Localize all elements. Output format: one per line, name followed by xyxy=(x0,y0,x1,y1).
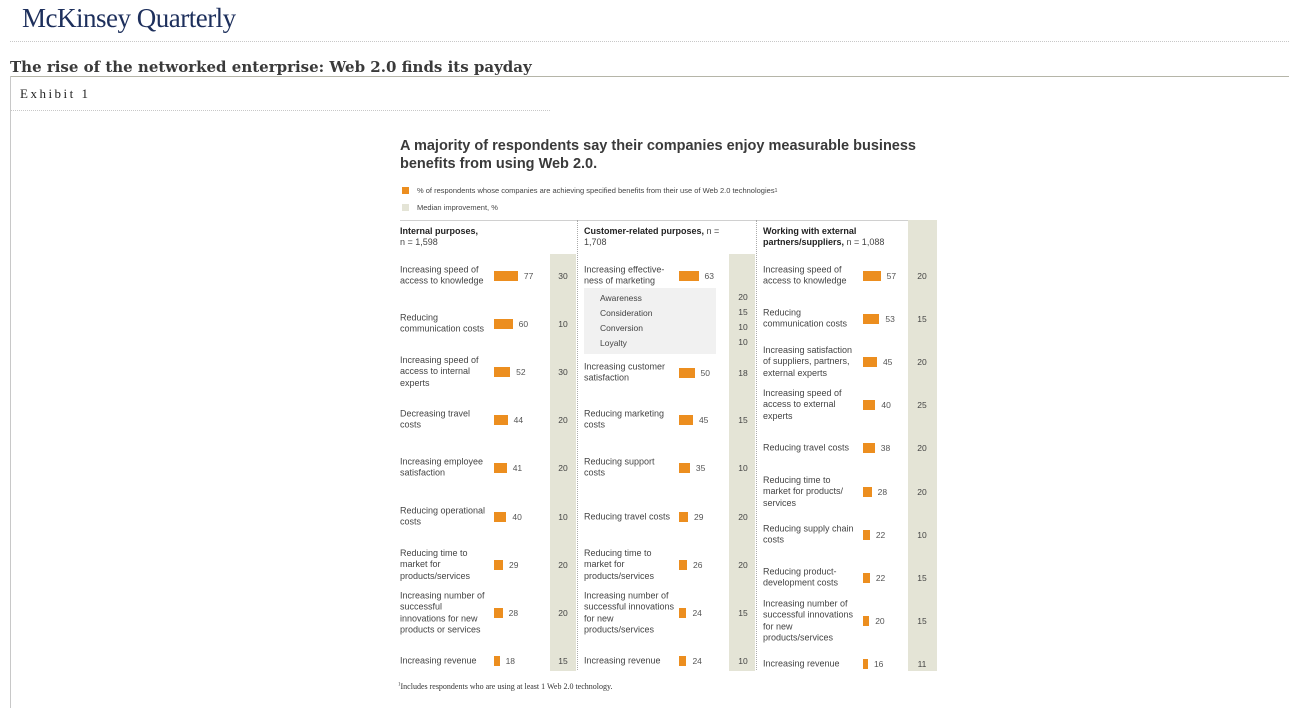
panel-title-customer: Customer-related purposes, xyxy=(584,226,705,236)
value-bar xyxy=(679,415,693,425)
value-label: 29 xyxy=(508,560,519,570)
value-label: 38 xyxy=(880,443,891,453)
value-bar xyxy=(494,415,508,425)
value-label: 52 xyxy=(516,367,526,377)
value-bar xyxy=(863,443,875,453)
row-label: Reducing supply chain costs xyxy=(763,523,854,545)
site-logo[interactable]: McKinsey Quarterly xyxy=(22,3,236,33)
median-label: 15 xyxy=(917,616,927,626)
median-label: 15 xyxy=(738,415,748,425)
legend-swatch-median xyxy=(402,204,409,211)
value-bar xyxy=(863,314,879,324)
chart-title: A majority of respondents say their companies enjoy measurable business benefits from using Web 2.0. xyxy=(400,138,916,172)
value-label: 40 xyxy=(512,512,522,522)
value-bar xyxy=(494,608,503,618)
median-label: 20 xyxy=(558,415,568,425)
row-label: Increasing number of successful innovations for new products/services xyxy=(763,598,854,643)
value-bar xyxy=(494,656,500,666)
row-label: Reducing product-development costs xyxy=(763,566,839,588)
value-bar xyxy=(494,463,507,473)
row-label: Reducing communication costs xyxy=(400,312,485,334)
median-label: 15 xyxy=(917,314,927,324)
legend-item-percent xyxy=(402,186,777,195)
value-bar xyxy=(863,659,868,669)
row-label: Increasing speed of access to internal experts xyxy=(400,355,479,388)
median-label: 20 xyxy=(917,357,927,367)
row-label: Increasing number of successful innovations for new products/services xyxy=(584,590,675,635)
value-label: 50 xyxy=(700,368,710,378)
value-bar xyxy=(679,656,686,666)
chart-footnote xyxy=(398,682,612,691)
row-label: Increasing speed of access to external experts xyxy=(763,388,842,421)
median-label: 11 xyxy=(917,659,927,669)
row-label: Reducing operational costs xyxy=(400,505,486,527)
value-label: 45 xyxy=(882,357,893,367)
row-label: Reducing travel costs xyxy=(763,442,850,453)
panels-top-rule xyxy=(400,220,937,221)
value-bar xyxy=(863,271,881,281)
value-label: 53 xyxy=(885,314,895,324)
marketing-breakdown-median: 15 xyxy=(738,307,748,317)
value-bar xyxy=(863,530,870,540)
median-label: 10 xyxy=(558,319,568,329)
value-label: 28 xyxy=(877,487,888,497)
marketing-breakdown-median: 20 xyxy=(738,292,748,302)
panel-divider-2 xyxy=(756,220,757,670)
exhibit-divider xyxy=(10,110,550,111)
row-label: Increasing satisfaction of suppliers, partners, external experts xyxy=(763,345,853,378)
value-bar xyxy=(679,463,690,473)
legend-label-median: Median improvement, % xyxy=(417,203,498,212)
header-divider xyxy=(10,41,1289,42)
row-label: Reducing time to market for products/ services xyxy=(763,475,844,508)
median-label: 18 xyxy=(738,368,748,378)
legend-swatch-percent xyxy=(402,187,409,194)
value-label: 16 xyxy=(873,659,884,669)
value-bar xyxy=(494,560,503,570)
value-label: 63 xyxy=(704,271,714,281)
value-label: 40 xyxy=(881,400,891,410)
value-label: 77 xyxy=(523,271,534,281)
median-label: 20 xyxy=(738,512,748,522)
panel-divider-1 xyxy=(577,220,578,670)
row-label: Increasing revenue xyxy=(400,655,477,666)
median-label: 15 xyxy=(917,573,927,583)
value-bar xyxy=(863,616,869,626)
row-label: Decreasing travel costs xyxy=(400,408,471,430)
value-label: 18 xyxy=(505,656,516,666)
median-label: 30 xyxy=(558,271,568,281)
row-label: Reducing time to market for products/services xyxy=(400,548,471,581)
median-label: 20 xyxy=(917,443,927,453)
row-label: Reducing time to market for products/services xyxy=(584,548,655,581)
median-label: 20 xyxy=(917,487,927,497)
footnote-mark: 1 xyxy=(398,682,401,688)
row-label: Increasing number of successful innovations for new products or services xyxy=(400,590,485,635)
marketing-breakdown-median: 10 xyxy=(738,322,748,332)
value-label: 57 xyxy=(886,271,897,281)
panel-n-external: n = 1,088 xyxy=(846,237,885,247)
row-label: Increasing revenue xyxy=(763,658,840,669)
value-label: 22 xyxy=(875,573,886,583)
median-label: 10 xyxy=(917,530,927,540)
value-label: 22 xyxy=(875,530,886,540)
panel-header-external xyxy=(763,226,913,248)
article-title: The rise of the networked enterprise: Web 2.0 finds its payday xyxy=(10,58,532,76)
value-bar xyxy=(494,271,518,281)
marketing-breakdown-label: Conversion xyxy=(600,323,643,333)
row-label: Increasing revenue xyxy=(584,655,661,666)
median-label: 20 xyxy=(917,271,927,281)
legend-item-median xyxy=(402,203,498,212)
value-bar xyxy=(679,560,687,570)
value-label: 35 xyxy=(695,463,706,473)
panel-n-customer: n = 1,708 xyxy=(584,226,720,247)
row-label: Increasing customer satisfaction xyxy=(584,361,666,383)
legend-label-percent: % of respondents whose companies are achieving specified benefits from their use of Web 2.0 technologies xyxy=(417,186,775,195)
median-label: 30 xyxy=(558,367,568,377)
value-label: 29 xyxy=(693,512,704,522)
median-label: 20 xyxy=(558,560,568,570)
value-label: 26 xyxy=(693,560,703,570)
value-label: 60 xyxy=(518,319,529,329)
panel-title-external: Working with external partners/suppliers, xyxy=(763,226,857,247)
median-label: 15 xyxy=(558,656,568,666)
value-label: 41 xyxy=(512,463,523,473)
median-label: 10 xyxy=(738,656,748,666)
row-label: Reducing support costs xyxy=(584,456,655,478)
value-label: 28 xyxy=(508,608,519,618)
value-bar xyxy=(863,400,875,410)
median-label: 25 xyxy=(917,400,927,410)
median-label: 20 xyxy=(738,560,748,570)
value-label: 24 xyxy=(692,608,702,618)
panel-n-internal: n = 1,598 xyxy=(400,237,438,247)
value-bar xyxy=(679,608,686,618)
value-bar xyxy=(494,367,510,377)
marketing-breakdown-label: Awareness xyxy=(600,293,642,303)
title-rule xyxy=(10,76,1289,77)
value-label: 24 xyxy=(692,656,702,666)
marketing-breakdown-median: 10 xyxy=(738,337,748,347)
exhibit-label: Exhibit 1 xyxy=(20,86,91,101)
value-bar xyxy=(863,573,870,583)
value-bar xyxy=(679,271,699,281)
content-left-rule xyxy=(10,76,11,708)
footnote-text: Includes respondents who are using at least 1 Web 2.0 technology. xyxy=(400,682,613,691)
median-label: 15 xyxy=(738,608,748,618)
value-bar xyxy=(494,319,513,329)
row-label: Increasing employee satisfaction xyxy=(400,456,484,478)
marketing-breakdown-label: Consideration xyxy=(600,308,653,318)
median-label: 20 xyxy=(558,608,568,618)
row-label: Increasing speed of access to knowledge xyxy=(763,264,847,286)
value-label: 45 xyxy=(698,415,709,425)
value-label: 44 xyxy=(513,415,524,425)
row-label: Increasing effective-ness of marketing xyxy=(584,264,665,286)
value-bar xyxy=(863,357,877,367)
value-bar xyxy=(494,512,506,522)
row-label: Reducing marketing costs xyxy=(584,408,665,430)
value-bar xyxy=(863,487,872,497)
value-bar xyxy=(679,512,688,522)
value-bar xyxy=(679,368,695,378)
panel-header-customer xyxy=(584,226,724,248)
median-label: 10 xyxy=(558,512,568,522)
row-label: Increasing speed of access to knowledge xyxy=(400,264,484,286)
row-label: Reducing travel costs xyxy=(584,511,671,522)
panel-title-internal: Internal purposes, xyxy=(400,226,479,236)
marketing-breakdown-label: Loyalty xyxy=(600,338,627,348)
row-label: Reducing communication costs xyxy=(763,307,848,329)
value-label: 20 xyxy=(875,616,885,626)
median-label: 20 xyxy=(558,463,568,473)
panel-header-internal xyxy=(400,226,540,248)
median-label: 10 xyxy=(738,463,748,473)
legend-footnote-mark: 1 xyxy=(774,187,778,194)
